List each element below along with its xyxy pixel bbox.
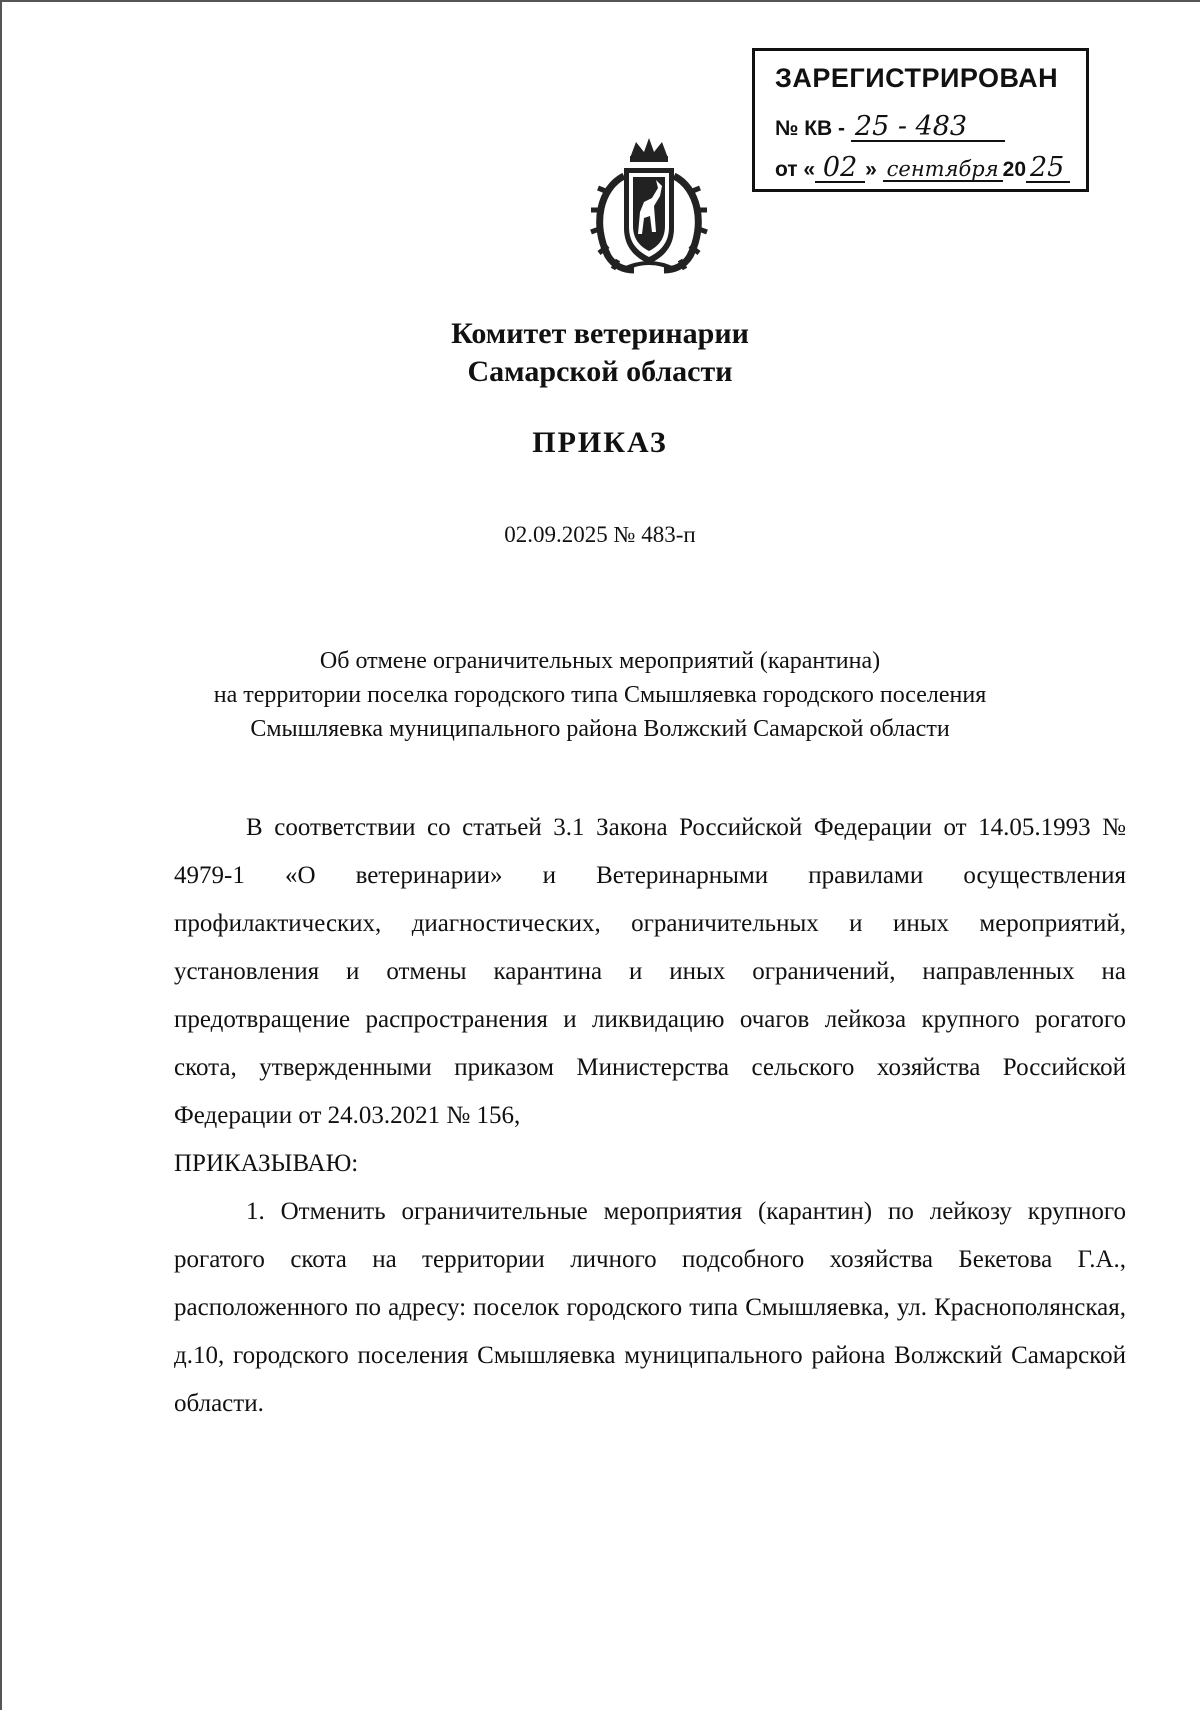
subject-line1: Об отмене ограничительных мероприятий (карантина) xyxy=(319,648,881,674)
stamp-date-row xyxy=(775,154,1070,183)
page-border-left xyxy=(0,0,2,1710)
organization-name-line1: Комитет ветеринарии xyxy=(451,317,749,350)
document-body xyxy=(174,804,1126,1428)
order-item-1: 1. Отменить ограничительные мероприятия (карантин) по лейкозу крупного рогатого скота на территории личного подсобного хозяйства Бекетова Г.А., расположенного по адресу: поселок городского типа Смышляевка, ул. Краснополянская, д.10, городского поселения Смышляевка муниципального района Волжский Самарской области. xyxy=(174,1198,1126,1417)
stamp-date-day: 02 xyxy=(815,154,865,183)
preamble-paragraph: В соответствии со статьей 3.1 Закона Российской Федерации от 14.05.1993 № 4979-1 «О ветеринарии» и Ветеринарными правилами осуществления профилактических, диагностических, ограничительных и иных мероприятий, установления и отмены карантина и иных ограничений, направленных на предотвращение распространения и ликвидацию очагов лейкоза крупного рогатого скота, утвержденными приказом Министерства сельского хозяйства Российской Федерации от 24.03.2021 № 156, xyxy=(174,814,1126,1129)
organization-name xyxy=(0,315,1200,391)
order-word: ПРИКАЗЫВАЮ: xyxy=(174,1150,359,1177)
registration-stamp xyxy=(752,48,1089,192)
stamp-number-value: 25 - 483 xyxy=(851,113,1005,142)
organization-name-line2: Самарской области xyxy=(467,355,733,388)
stamp-title: ЗАРЕГИСТРИРОВАН xyxy=(775,63,1059,93)
document-date-number: 02.09.2025 № 483-п xyxy=(504,522,696,547)
stamp-date-sep: » xyxy=(865,158,877,181)
stamp-number-row xyxy=(775,113,1005,142)
stamp-date-prefix: от « xyxy=(775,158,816,181)
document-type: ПРИКАЗ xyxy=(532,426,668,459)
samara-region-coat-of-arms-icon xyxy=(578,136,720,276)
page-border-top xyxy=(0,0,1200,2)
stamp-year-prefix: 20 xyxy=(1002,158,1026,181)
document-subject xyxy=(0,644,1200,746)
stamp-number-label: № КВ - xyxy=(775,117,846,140)
subject-line2: на территории поселка городского типа Смышляевка городского поселения xyxy=(213,682,987,708)
stamp-year-suffix: 25 xyxy=(1026,154,1070,183)
stamp-date-month: сентября xyxy=(883,159,1003,182)
subject-line3: Смышляевка муниципального района Волжский Самарской области xyxy=(250,716,950,742)
